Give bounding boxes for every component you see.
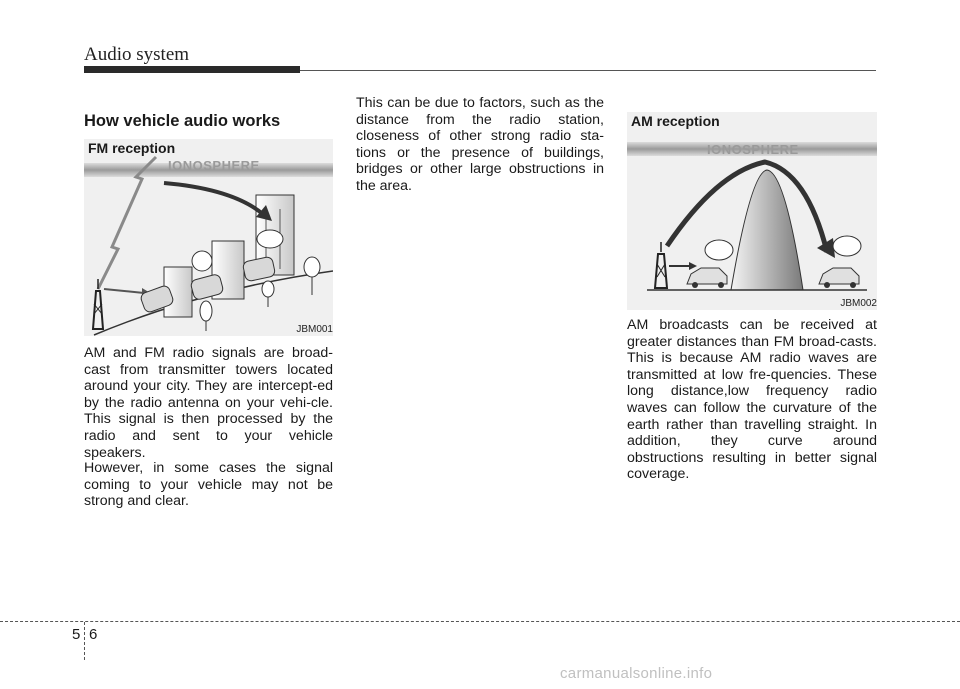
paragraph-am-broadcasts: AM broadcasts can be received at greater distances than FM broad-casts. This is because AM radio waves are transmitted at low fre-quencies. These long distance,low frequency radio waves can follow the curvature of the earth rather than travelling straight. In addition, they curve around obstructions resulting in better signal coverage.: [627, 317, 877, 483]
chapter-number: 5: [72, 626, 81, 643]
transmitter-tower-icon: [655, 242, 667, 288]
radio-bubble-icon: [833, 236, 861, 256]
fm-reception-figure: [84, 139, 333, 336]
page-number-divider: [84, 622, 85, 660]
fm-figure-code: JBM001: [296, 324, 333, 335]
am-ionosphere-label: IONOSPHERE: [707, 142, 799, 157]
am-figure-code: JBM002: [840, 298, 877, 309]
header-rule: [300, 70, 876, 71]
am-reception-figure: [627, 112, 877, 310]
footer-rule: [0, 621, 960, 622]
header-bar: [84, 66, 300, 73]
page-number: 6: [89, 626, 98, 643]
radio-bubble-icon: [705, 240, 733, 260]
am-figure-title: AM reception: [631, 113, 720, 129]
section-heading: How vehicle audio works: [84, 112, 281, 130]
fm-ionosphere-label: IONOSPHERE: [168, 158, 260, 173]
paragraph-broadcast: AM and FM radio signals are broad-cast from transmitter towers located around your city. They are intercept-ed by the radio antenna on your vehi-cle. This signal is then processed by the radio and sent to your vehicle speakers.: [84, 345, 333, 461]
radio-bubble-icon: [257, 230, 283, 248]
signal-arrow: [164, 183, 264, 215]
hill-obstruction: [731, 170, 803, 290]
paragraph-factors: This can be due to factors, such as the distance from the radio station, closeness of other strong radio sta-tions or the presence of buildings, bridges or other large obstructions in the area.: [356, 95, 604, 194]
fm-figure-title: FM reception: [88, 140, 176, 156]
watermark: carmanualsonline.info: [560, 665, 713, 682]
paragraph-weak-signal: However, in some cases the signal coming to your vehicle may not be strong and clear.: [84, 460, 333, 510]
noise-bubble-icon: [192, 251, 212, 271]
transmitter-tower-icon: [93, 279, 103, 329]
section-header-title: Audio system: [84, 44, 190, 65]
buildings-icon: [164, 195, 294, 317]
